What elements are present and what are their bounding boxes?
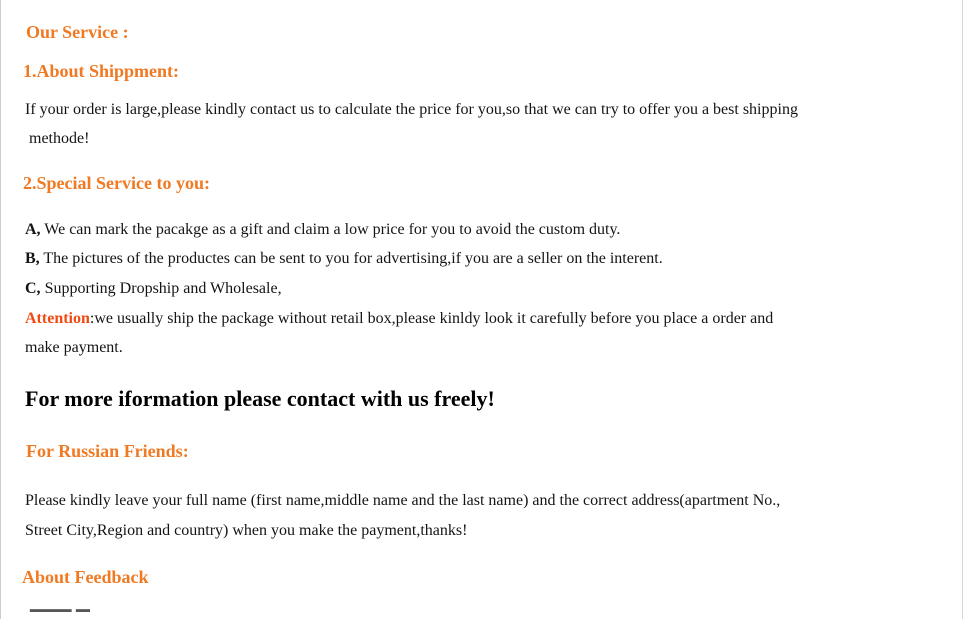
contact-statement: For more iformation please contact with us freely!	[25, 386, 495, 411]
special-item-a-label: A,	[25, 221, 41, 238]
attention-note-line2: make payment.	[25, 339, 123, 356]
shipment-text-line1: If your order is large,please kindly contact us to calculate the price for you,so that we can try to offer you a best shipping	[25, 101, 798, 118]
russian-text-line2: Street City,Region and country) when you make the payment,thanks!	[25, 522, 468, 539]
attention-text: :we usually ship the package without retail box,please kinldy look it carefully before you place a order and	[89, 310, 774, 327]
our-service-title: Our Service :	[26, 22, 129, 42]
page-left-border	[0, 0, 1, 619]
shipment-text-line2: methode!	[29, 130, 90, 147]
russian-friends-heading: For Russian Friends:	[26, 441, 189, 461]
special-item-c	[25, 280, 282, 298]
special-item-b	[25, 250, 663, 268]
attention-note	[25, 310, 773, 328]
feedback-heading: About Feedback	[22, 567, 149, 587]
cutoff-next-line	[22, 610, 102, 630]
special-item-b-text: The pictures of the productes can be sent to you for advertising,if you are a seller on the interent.	[39, 250, 663, 267]
attention-label: Attention	[25, 310, 90, 327]
special-item-c-text: Supporting Dropship and Wholesale,	[40, 280, 282, 297]
cutoff-glyphs: ▔▔▔ ▔	[30, 610, 90, 630]
russian-text-line1: Please kindly leave your full name (first name,middle name and the last name) and the correct address(apartment No.,	[25, 492, 781, 509]
special-item-a	[25, 221, 620, 239]
special-service-heading: 2.Special Service to you:	[23, 173, 210, 193]
special-item-b-label: B,	[25, 250, 40, 267]
special-item-c-label: C,	[25, 280, 41, 297]
shipment-heading: 1.About Shippment:	[23, 61, 180, 81]
special-item-a-text: We can mark the pacakge as a gift and claim a low price for you to avoid the custom duty.	[40, 221, 621, 238]
